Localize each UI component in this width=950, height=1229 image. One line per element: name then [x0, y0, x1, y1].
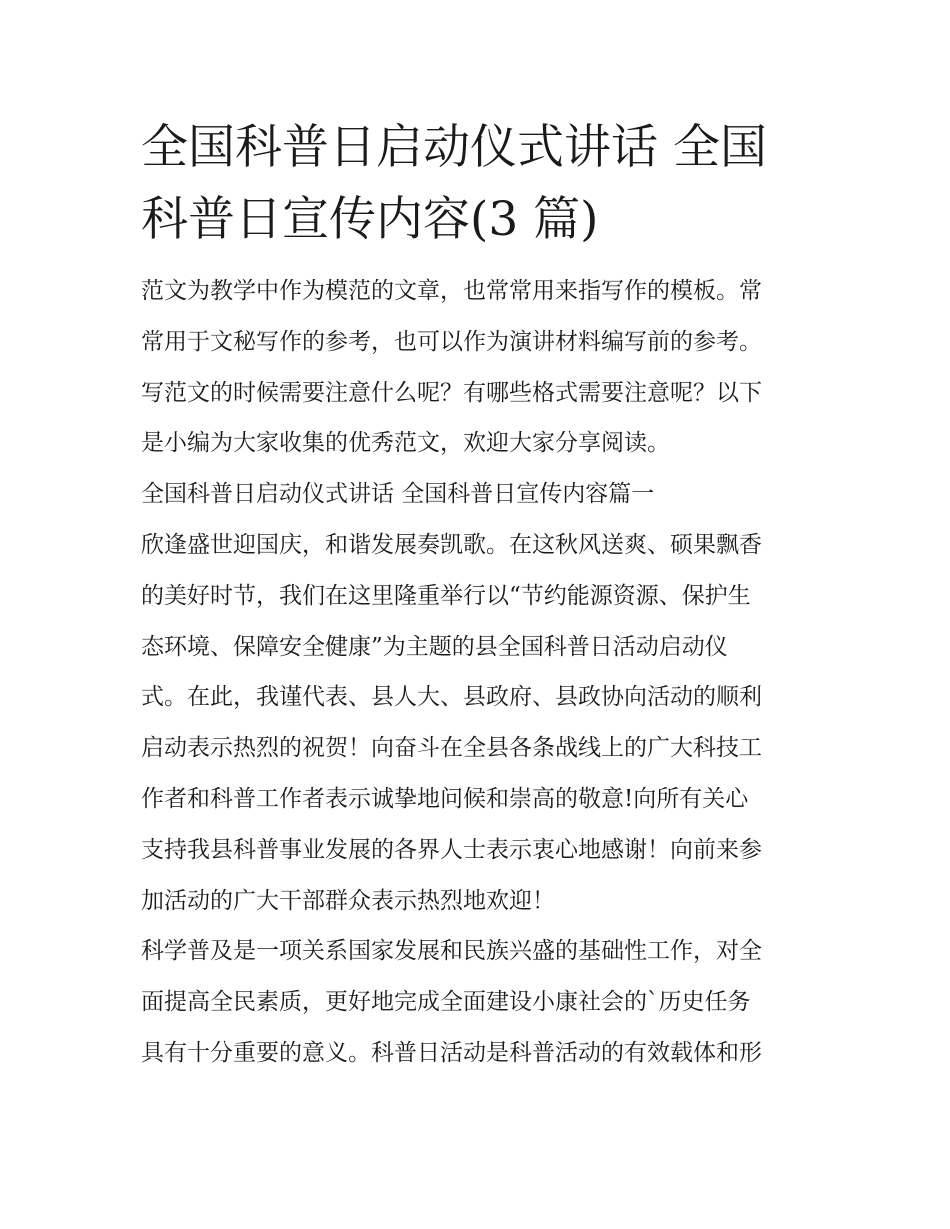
document-title: [141, 112, 813, 256]
paragraph-line: 的美好时节，我们在这里隆重举行以“节约能源资源、保护生: [141, 582, 751, 609]
intro-line: 范文为教学中作为模范的文章，也常常用来指写作的模板。常: [141, 278, 762, 304]
title-line-2: 科普日宣传内容(3 篇): [141, 192, 599, 247]
paragraph-line: 面提高全民素质，更好地完成全面建设小康社会的`历史任务: [141, 989, 751, 1016]
paragraph-line: 支持我县科普事业发展的各界人士表示衷心地感谢！向前来参: [141, 836, 762, 863]
document-page: [141, 112, 813, 1079]
paragraph-line: 具有十分重要的意义。科普日活动是科普活动的有效载体和形: [141, 1039, 762, 1066]
section-heading: 全国科普日启动仪式讲话 全国科普日宣传内容篇一: [141, 481, 655, 508]
intro-paragraph: [141, 266, 813, 469]
intro-line: 常用于文秘写作的参考，也可以作为演讲材料编写前的参考。: [141, 328, 762, 355]
paragraph-line: 式。在此，我谨代表、县人大、县政府、县政协向活动的顺利: [141, 684, 762, 711]
paragraph-line: 加活动的广大干部群众表示热烈地欢迎！: [141, 887, 555, 914]
paragraph-2: [141, 926, 813, 1078]
title-line-1: 全国科普日启动仪式讲话 全国: [141, 120, 767, 175]
paragraph-1: [141, 520, 813, 926]
intro-line: 写范文的时候需要注意什么呢？有哪些格式需要注意呢？以下: [141, 379, 762, 406]
intro-line: 是小编为大家收集的优秀范文，欢迎大家分享阅读。: [141, 430, 670, 457]
paragraph-line: 科学普及是一项关系国家发展和民族兴盛的基础性工作，对全: [141, 938, 762, 965]
paragraph-line: 启动表示热烈的祝贺！向奋斗在全县各条战线上的广大科技工: [141, 735, 762, 762]
paragraph-line: 作者和科普工作者表示诚挚地问候和崇高的敬意!向所有关心: [141, 785, 749, 812]
paragraph-line: 欣逢盛世迎国庆，和谐发展奏凯歌。在这秋风送爽、硕果飘香: [141, 531, 762, 558]
paragraph-line: 态环境、保障安全健康”为主题的县全国科普日活动启动仪: [141, 633, 728, 660]
